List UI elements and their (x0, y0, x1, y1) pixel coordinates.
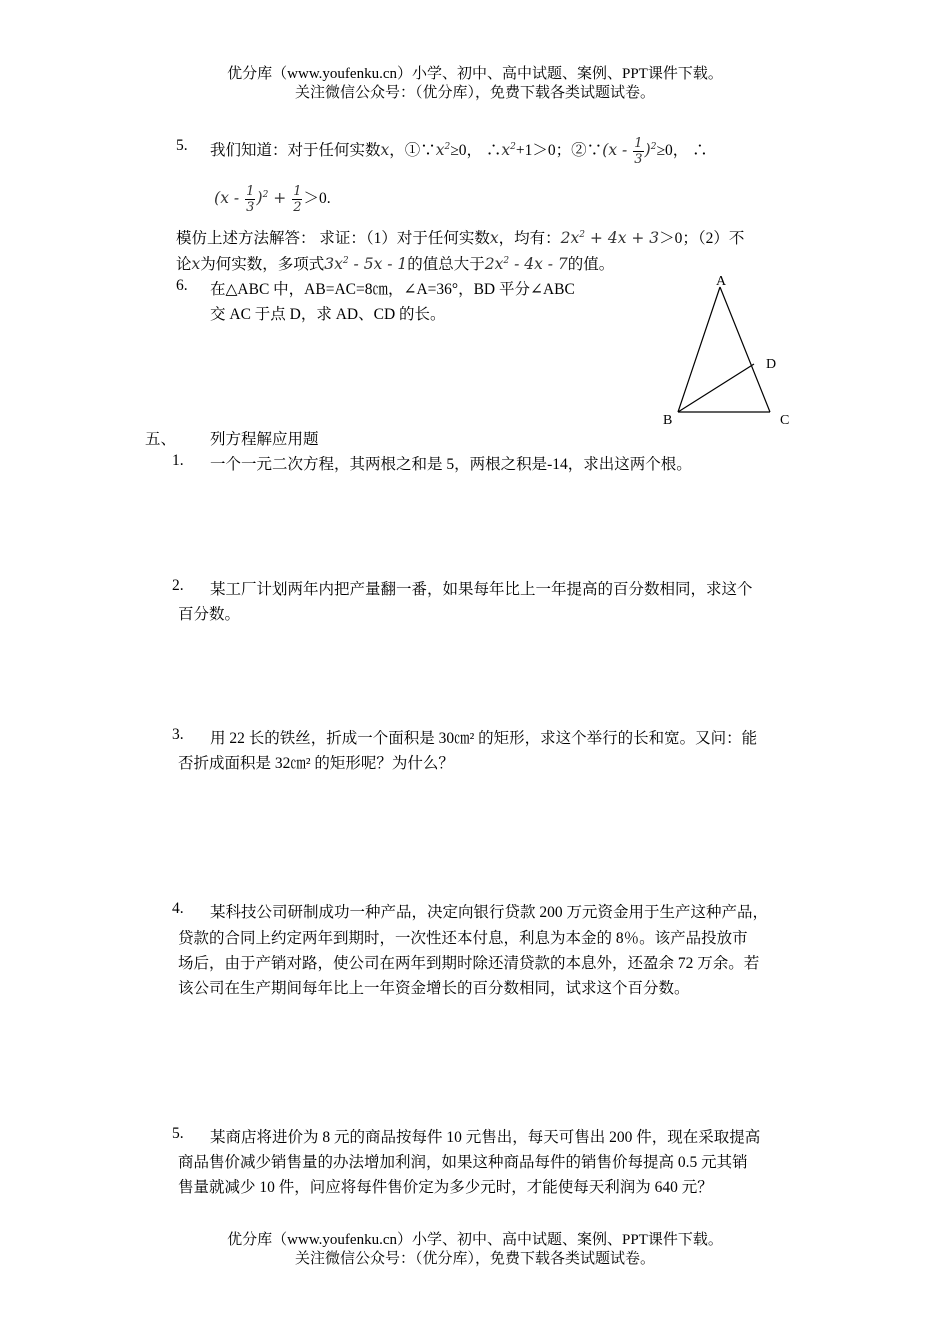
label-a: A (716, 274, 727, 289)
var-x-4: x (191, 255, 201, 273)
app-4-number: 4. (172, 900, 184, 917)
app-5-line-2: 商品售价减少销售量的办法增加利润，如果这种商品每件的销售价每提高 0.5 元其销 (178, 1154, 748, 1171)
app-2-line-2: 百分数。 (178, 606, 241, 623)
q5-line4-d: 的值。 (567, 256, 615, 273)
segment-bd (678, 364, 754, 412)
q5-line-3 (176, 226, 744, 248)
app-1-line-1: 一个一元二次方程，其两根之和是 5，两根之积是-14，求出这两个根。 (210, 456, 692, 473)
expr-2x2-4x-3: $2x^2 + 4x + 3$ (560, 229, 660, 247)
q5-number: 5. (176, 137, 188, 154)
q5-text-d: +1＞0；②∵ (515, 142, 603, 160)
app-2-line-1: 某工厂计划两年内把产量翻一番，如果每年比上一年提高的百分数相同，求这个 (210, 581, 753, 598)
label-d: D (766, 357, 777, 372)
app-4-line-4: 该公司在生产期间每年比上一年资金增长的百分数相同，试求这个百分数。 (178, 980, 690, 997)
app-4-line-2: 贷款的合同上约定两年到期时，一次性还本付息，利息为本金的 8％。该产品投放市 (178, 930, 748, 947)
app-3-number: 3. (172, 726, 184, 743)
q5-text-c: ≥0， ∴ (450, 142, 502, 160)
q5-line4-c: 的值总大于 (407, 256, 485, 273)
q5-line3-b: ，均有： (498, 230, 561, 247)
app-3-line-2: 否折成面积是 32㎝² 的矩形呢？为什么？ (178, 755, 454, 772)
label-b: B (663, 413, 673, 428)
q6-number: 6. (176, 277, 188, 294)
app-2-number: 2. (172, 577, 184, 594)
footer-line-1: 优分库（www.youfenku.cn）小学、初中、高中试题、案例、PPT课件下载。 (227, 1232, 723, 1248)
q5-line-1 (210, 133, 708, 167)
expr-x-minus-third-squared: (x - $\frac{1}{3}$ )$^2$ (602, 135, 657, 167)
section-5-number: 五、 (145, 431, 177, 448)
side-ab (678, 287, 720, 412)
footer-line-2: 关注微信公众号：（优分库），免费下载各类试题试卷。 (294, 1251, 655, 1267)
app-4-line-1: 某科技公司研制成功一种产品，决定向银行贷款 200 万元资金用于生产这种产品， (210, 904, 769, 921)
expr-completed-square: (x - $\frac{1}{3}$ )$^2$ + $\frac{1}{2}$ (214, 183, 302, 215)
q5-line-2 (214, 180, 331, 215)
q5-text-e: ≥0， ∴ (656, 142, 708, 160)
section-5-title: 列方程解应用题 (210, 431, 319, 448)
var-x-3: x (489, 229, 499, 247)
q5-text-a: 我们知道：对于任何实数 (210, 142, 381, 160)
label-c: C (780, 413, 790, 428)
expr-2x2-4x-7: $2x^2 - 4x - 7$ (484, 255, 568, 273)
q6-line-1: 在△ABC 中，AB=AC=8㎝，∠A=36°，BD 平分∠ABC (210, 281, 575, 298)
app-5-number: 5. (172, 1125, 184, 1142)
header-line-1: 优分库（www.youfenku.cn）小学、初中、高中试题、案例、PPT课件下载。 (227, 66, 723, 82)
app-5-line-1: 某商店将进价为 8 元的商品按每件 10 元售出，每天可售出 200 件，现在采取提高 (210, 1129, 761, 1146)
expr-x-squared-2: $x^2$ (501, 141, 516, 160)
q5-line3-c: ＞0；（2）不 (659, 230, 745, 247)
app-3-line-1: 用 22 长的铁丝，折成一个面积是 30㎝² 的矩形，求这个举行的长和宽。又问：能 (210, 730, 758, 747)
header-line-2: 关注微信公众号：（优分库），免费下载各类试题试卷。 (294, 85, 655, 101)
app-1-number: 1. (172, 452, 184, 469)
app-5-line-3: 售量就减少 10 件，问应将每件售价定为多少元时，才能使每天利润为 640 元？ (178, 1179, 713, 1196)
q5-text-b: ，①∵ (389, 142, 436, 160)
q5-line-4 (176, 252, 614, 274)
q5-line2-end: ＞0. (303, 190, 331, 208)
expr-x-squared: $x^2$ (435, 141, 451, 160)
q6-line-2: 交 AC 于点 D，求 AD、CD 的长。 (210, 306, 446, 323)
var-x: x (380, 141, 390, 160)
app-4-line-3: 场后，由于产销对路，使公司在两年到期时除还清贷款的本息外，还盈余 72 万余。若 (178, 955, 760, 972)
q5-line4-a: 论 (176, 256, 192, 273)
triangle-figure (650, 272, 800, 432)
expr-3x2-5x-1: $3x^2 - 5x - 1$ (324, 255, 408, 273)
q5-line3-a: 模仿上述方法解答： 求证：（1）对于任何实数 (176, 230, 490, 247)
q5-line4-b: 为何实数，多项式 (200, 256, 325, 273)
side-ac (720, 287, 770, 412)
